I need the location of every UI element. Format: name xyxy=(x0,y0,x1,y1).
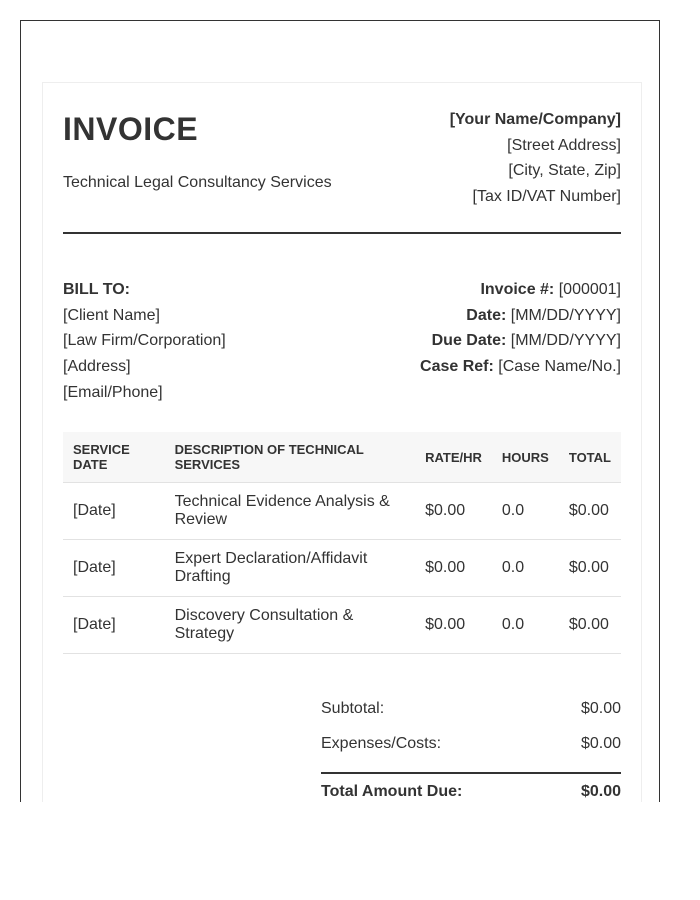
table-row xyxy=(63,483,621,540)
expenses-label: Expenses/Costs: xyxy=(321,735,442,752)
due-date-value: [MM/DD/YYYY] xyxy=(510,332,621,350)
row-service-date: [Date] xyxy=(63,540,165,597)
header-divider xyxy=(63,232,621,234)
subtotal-value: $0.00 xyxy=(580,700,621,717)
invoice-number-label: Invoice #: xyxy=(480,281,555,298)
row-service-date: [Date] xyxy=(63,597,165,654)
expenses-value: $0.00 xyxy=(580,735,621,752)
row-hours: 0.0 xyxy=(492,540,559,597)
totals-block xyxy=(321,691,621,802)
invoice-subtitle: Technical Legal Consultancy Services xyxy=(63,174,332,191)
total-due-value: $0.00 xyxy=(580,783,621,800)
invoice-title: INVOICE xyxy=(63,111,199,147)
due-date-line xyxy=(420,328,621,354)
bill-to-block xyxy=(63,277,226,406)
sender-tax-id: [Tax ID/VAT Number] xyxy=(472,187,621,205)
bill-to-firm: [Law Firm/Corporation] xyxy=(63,332,226,350)
due-date-label: Due Date: xyxy=(431,332,507,350)
subtotal-row xyxy=(321,691,621,726)
row-service-date: [Date] xyxy=(63,483,165,540)
subtotal-label: Subtotal: xyxy=(321,700,385,717)
sender-block xyxy=(450,107,621,209)
sender-street: [Street Address] xyxy=(507,136,621,154)
case-ref-line xyxy=(420,354,621,380)
header-rate: RATE/HR xyxy=(415,432,492,483)
invoice-number-line xyxy=(420,277,621,303)
row-total: $0.00 xyxy=(559,597,621,654)
row-description: Expert Declaration/Affidavit Drafting xyxy=(165,540,416,597)
invoice-meta-block xyxy=(420,277,621,380)
row-hours: 0.0 xyxy=(492,597,559,654)
invoice-page xyxy=(42,82,642,802)
table-row xyxy=(63,597,621,654)
invoice-number-value: [000001] xyxy=(558,281,621,298)
document-frame xyxy=(20,20,660,802)
header-total: TOTAL xyxy=(559,432,621,483)
row-description: Technical Evidence Analysis & Review xyxy=(165,483,416,540)
row-rate: $0.00 xyxy=(415,597,492,654)
expenses-row xyxy=(321,726,621,761)
table-row xyxy=(63,540,621,597)
services-table xyxy=(63,432,621,654)
case-ref-label: Case Ref: xyxy=(420,358,494,376)
bill-to-contact: [Email/Phone] xyxy=(63,383,163,401)
sender-name: [Your Name/Company] xyxy=(449,111,621,128)
header-hours: HOURS xyxy=(492,432,559,483)
invoice-date-value: [MM/DD/YYYY] xyxy=(510,306,621,324)
row-description: Discovery Consultation & Strategy xyxy=(165,597,416,654)
totals-divider xyxy=(321,772,621,774)
row-total: $0.00 xyxy=(559,540,621,597)
header-description: DESCRIPTION OF TECHNICAL SERVICES xyxy=(165,432,416,483)
row-total: $0.00 xyxy=(559,483,621,540)
table-header-row xyxy=(63,432,621,483)
total-due-row xyxy=(321,780,621,802)
bill-to-client: [Client Name] xyxy=(63,306,160,324)
row-rate: $0.00 xyxy=(415,540,492,597)
case-ref-value: [Case Name/No.] xyxy=(498,358,621,376)
sender-city: [City, State, Zip] xyxy=(508,162,621,179)
row-hours: 0.0 xyxy=(492,483,559,540)
row-rate: $0.00 xyxy=(415,483,492,540)
bill-to-heading: BILL TO: xyxy=(63,281,130,298)
total-due-label: Total Amount Due: xyxy=(321,783,463,800)
header-service-date: SERVICE DATE xyxy=(63,432,165,483)
invoice-date-line xyxy=(420,303,621,329)
bill-to-address: [Address] xyxy=(63,358,131,376)
invoice-date-label: Date: xyxy=(466,306,507,324)
